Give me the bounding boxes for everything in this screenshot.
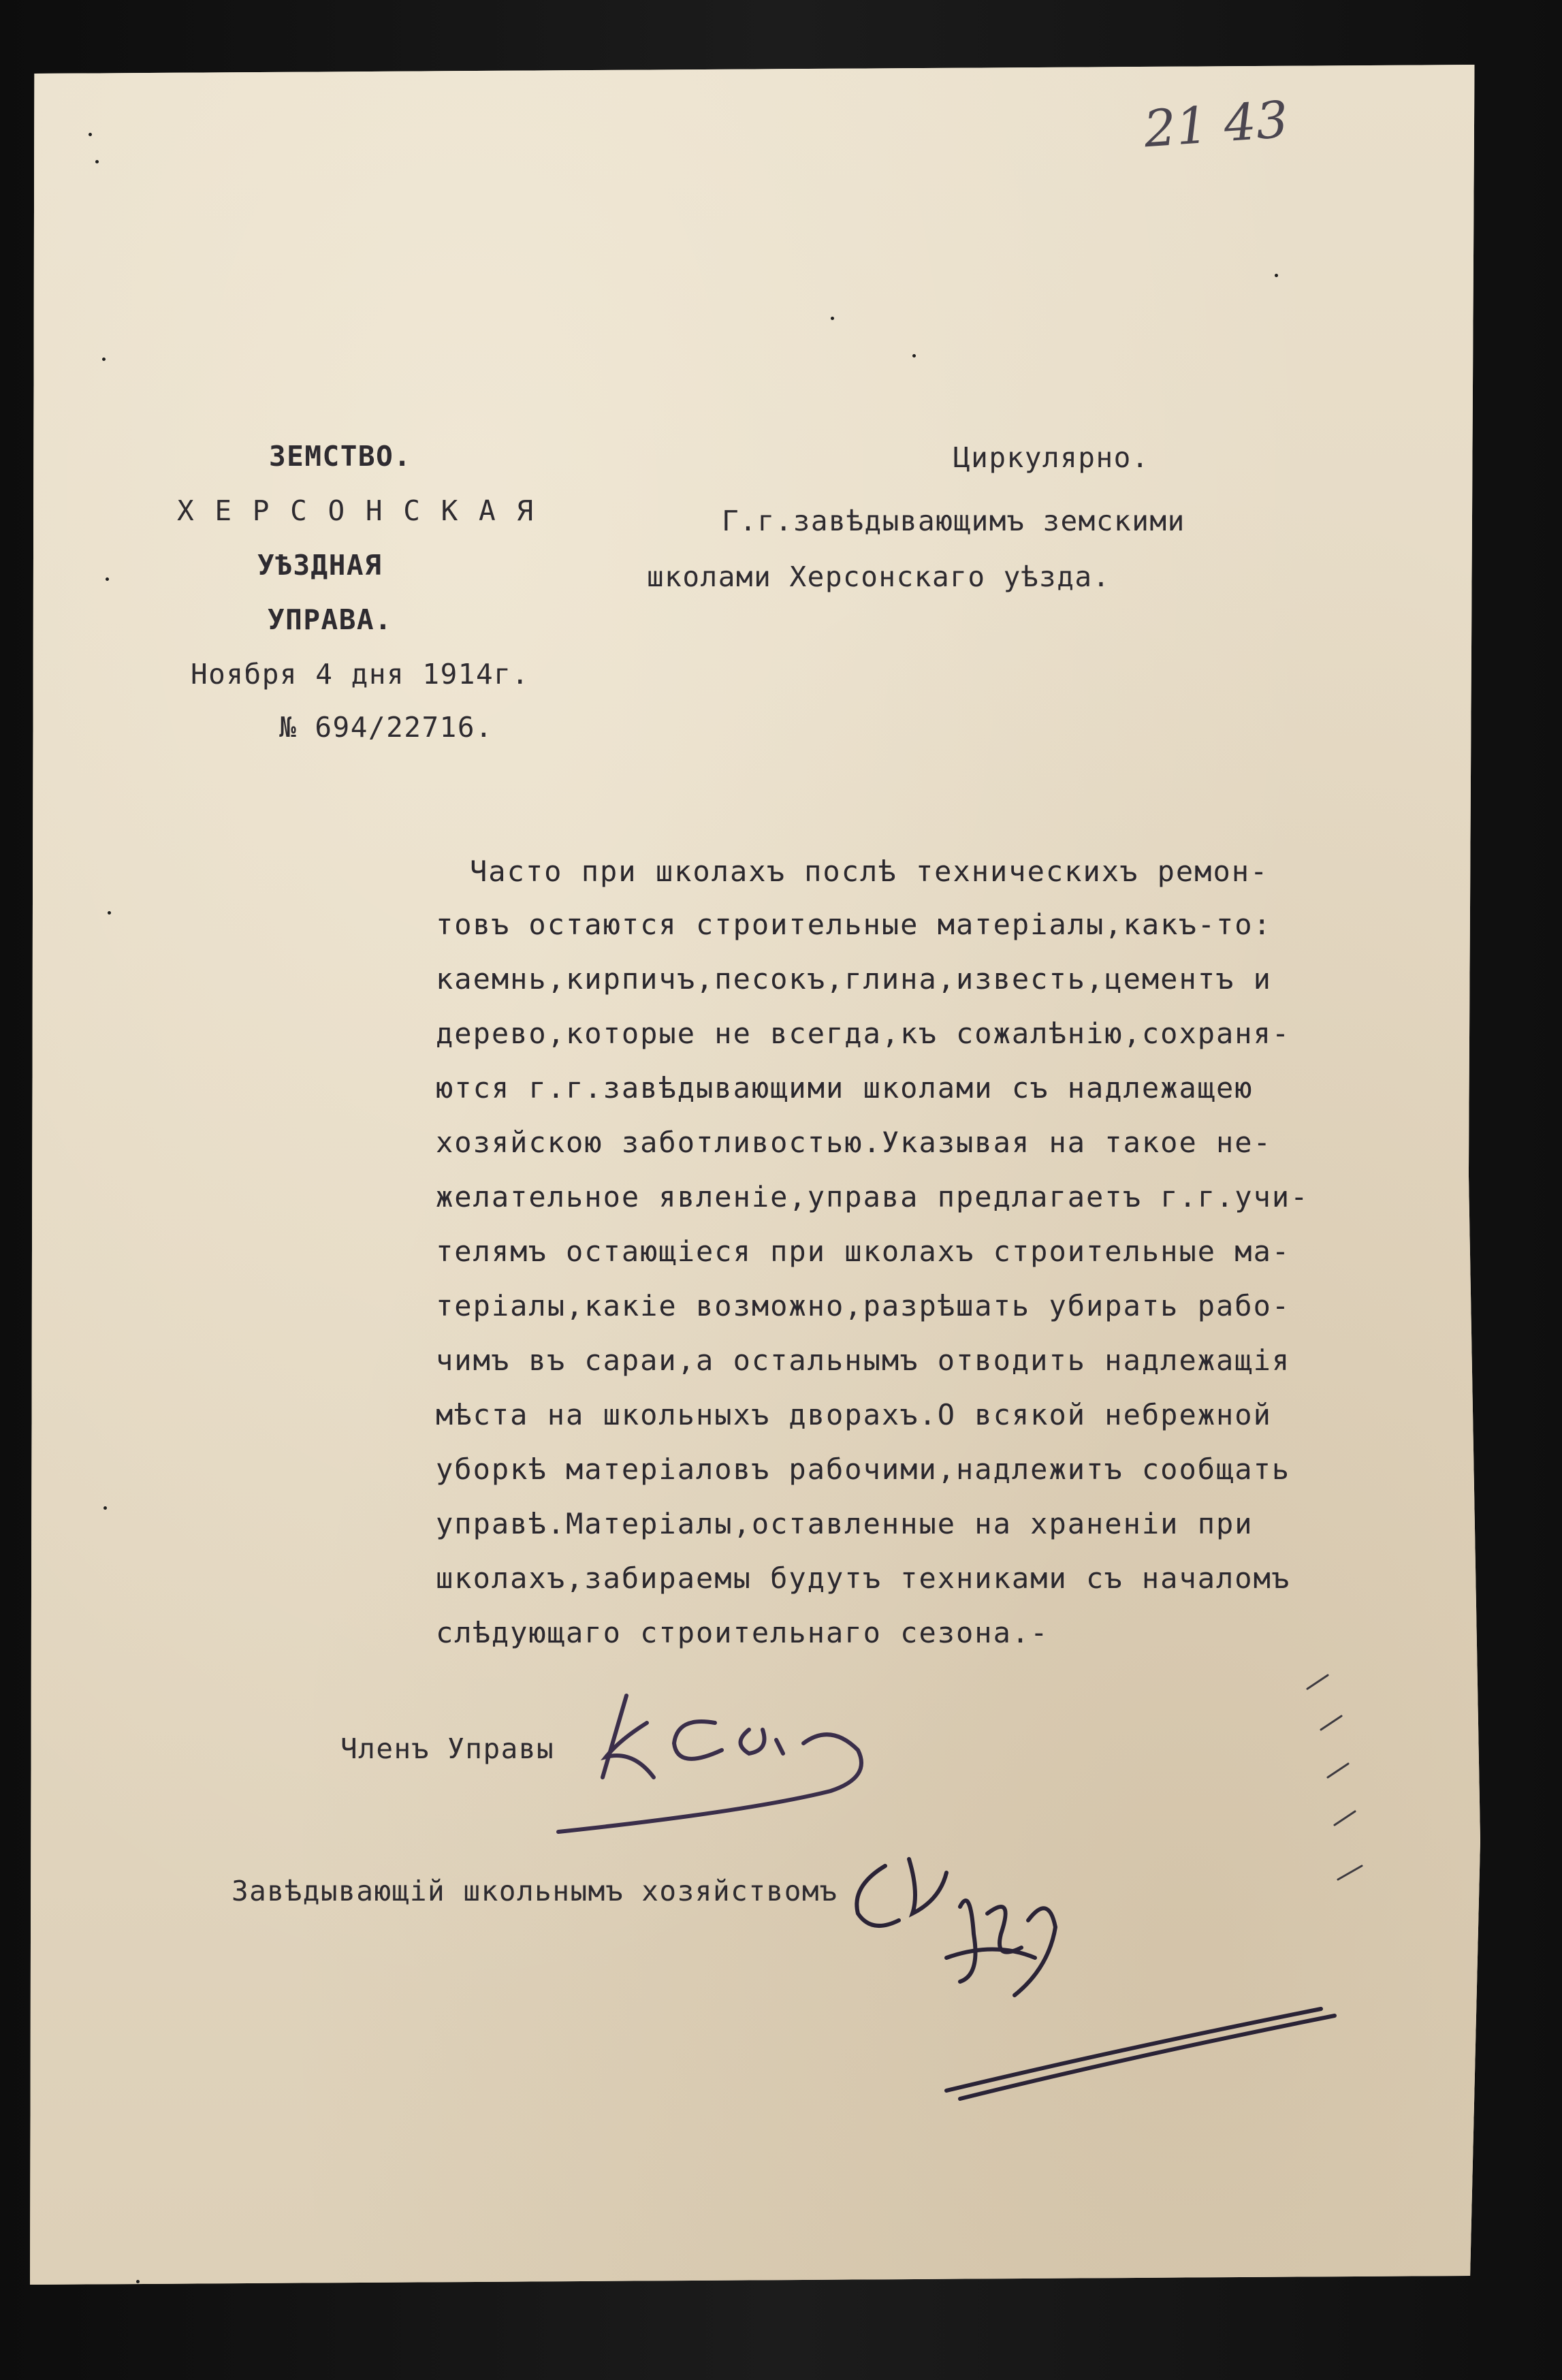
body-line: товъ остаются строительные матеріалы,какъ-то:	[436, 908, 1272, 941]
body-line: ются г.г.завѣдывающими школами съ надлежащею	[436, 1071, 1254, 1105]
margin-speck	[136, 2280, 140, 2283]
manager-label: Завѣдывающій школьнымъ хозяйствомъ	[232, 1875, 838, 1907]
margin-speck	[103, 1506, 107, 1510]
margin-pencil-marks	[1280, 1662, 1375, 1975]
letterhead-line-1: ЗЕМСТВО.	[269, 440, 412, 473]
body-line: Часто при школахъ послѣ техническихъ ремон-	[470, 855, 1269, 888]
margin-speck	[102, 358, 106, 361]
letterhead-number: № 694/22716.	[279, 711, 494, 744]
letterhead-line-4: УПРАВА.	[268, 603, 393, 636]
margin-speck	[108, 911, 111, 915]
margin-speck	[1275, 274, 1278, 277]
margin-speck	[912, 354, 916, 358]
body-line: каемнь,кирпичъ,песокъ,глина,известь,цементъ и	[436, 962, 1272, 996]
member-signature	[545, 1675, 899, 1839]
addressee-line-3: школами Херсонскаго уѣзда.	[647, 560, 1111, 593]
margin-speck	[89, 133, 92, 136]
body-line: чимъ въ сараи,а остальнымъ отводить надлежащія	[436, 1344, 1291, 1377]
body-line: дерево,которые не всегда,къ сожалѣнію,сохраня-	[436, 1017, 1291, 1050]
body-line: мѣста на школьныхъ дворахъ.О всякой небрежной	[436, 1398, 1272, 1431]
member-label: Членъ Управы	[340, 1732, 555, 1765]
body-line: слѣдующаго строительнаго сезона.-	[436, 1616, 1049, 1649]
body-line: желательное явленіе,управа предлагаетъ г.г.учи-	[436, 1180, 1309, 1213]
body-line: теріалы,какіе возможно,разрѣшать убирать рабо-	[436, 1289, 1291, 1322]
letterhead-line-2: Х Е Р С О Н С К А Я	[177, 494, 535, 527]
body-line: управѣ.Матеріалы,оставленные на храненіи при	[436, 1507, 1254, 1540]
letterhead-line-3: УѢЗДНАЯ	[257, 549, 383, 582]
body-line: школахъ,забираемы будутъ техниками съ началомъ	[436, 1561, 1291, 1595]
margin-speck	[95, 160, 99, 163]
archive-number: 21 43	[1142, 90, 1290, 159]
addressee-line-1: Циркулярно.	[953, 441, 1150, 474]
margin-speck	[106, 577, 109, 581]
body-line: телямъ остающіеся при школахъ строительные ма-	[436, 1235, 1291, 1268]
margin-speck	[831, 317, 834, 320]
body-line: хозяйскою заботливостью.Указывая на такое не-	[436, 1126, 1272, 1159]
body-line: уборкѣ матеріаловъ рабочими,надлежитъ сообщать	[436, 1453, 1291, 1486]
letterhead-date: Ноября 4 дня 1914г.	[191, 658, 530, 691]
addressee-line-2: Г.г.завѣдывающимъ земскими	[722, 505, 1185, 537]
